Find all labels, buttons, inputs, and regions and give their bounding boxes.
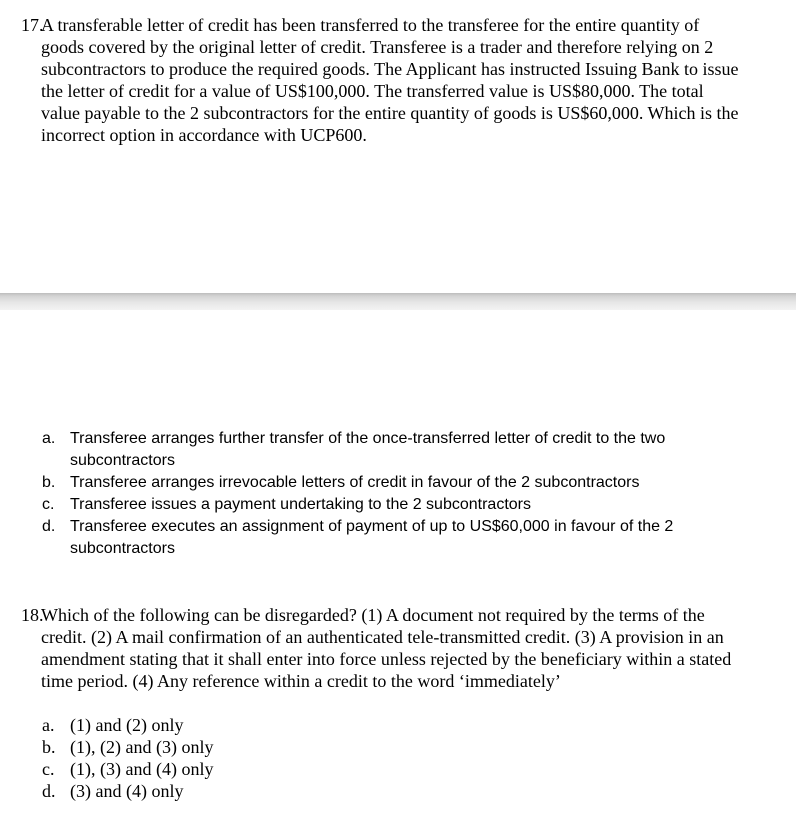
option-letter: b. bbox=[42, 474, 56, 491]
question-17 bbox=[21, 14, 741, 146]
option-text: (1), (3) and (4) only bbox=[70, 759, 214, 779]
option-text: (1) and (2) only bbox=[70, 715, 184, 735]
option-letter: b. bbox=[42, 737, 56, 757]
option-letter: d. bbox=[42, 781, 56, 801]
option-18d[interactable] bbox=[42, 780, 762, 802]
question-18-options bbox=[42, 714, 762, 802]
option-letter: c. bbox=[42, 759, 55, 779]
option-letter: d. bbox=[42, 518, 56, 535]
option-text: (1), (2) and (3) only bbox=[70, 737, 214, 757]
option-letter: a. bbox=[42, 715, 55, 735]
question-17-options bbox=[42, 428, 762, 560]
option-18a[interactable] bbox=[42, 714, 762, 736]
option-18b[interactable] bbox=[42, 736, 762, 758]
option-17a[interactable] bbox=[42, 428, 762, 472]
option-text: Transferee arranges irrevocable letters of credit in favour of the 2 subcontractors bbox=[70, 474, 640, 491]
option-letter: c. bbox=[42, 496, 55, 513]
question-18-number: 18. bbox=[21, 605, 44, 625]
option-17c[interactable] bbox=[42, 494, 762, 516]
option-text: Transferee arranges further transfer of the once-transferred letter of credit to the two subcontractors bbox=[70, 430, 666, 469]
option-letter: a. bbox=[42, 430, 56, 447]
option-text: (3) and (4) only bbox=[70, 781, 184, 801]
option-18c[interactable] bbox=[42, 758, 762, 780]
option-17b[interactable] bbox=[42, 472, 762, 494]
option-17d[interactable] bbox=[42, 516, 762, 560]
question-18-text: Which of the following can be disregarded? (1) A document not required by the terms of the credit. (2) A mail confirmation of an authenticated tele-transmitted credit. (3) A provision in an amendment stating that it shall enter into force unless rejected by the beneficiary within a stated time period. (4) Any reference within a credit to the word ‘immediately’ bbox=[41, 605, 732, 691]
option-text: Transferee executes an assignment of payment of up to US$60,000 in favour of the 2 subcontractors bbox=[70, 518, 674, 557]
question-18 bbox=[21, 604, 741, 692]
question-17-text: A transferable letter of credit has been transferred to the transferee for the entire quantity of goods covered by the original letter of credit. Transferee is a trader and therefore relying on 2 subcontractors to produce the required goods. The Applicant has instructed Issuing Bank to issue the letter of credit for a value of US$100,000. The transferred value is US$80,000. The total value payable to the 2 subcontractors for the entire quantity of goods is US$60,000. Which is the incorrect option in accordance with UCP600. bbox=[41, 15, 739, 145]
question-17-number: 17. bbox=[21, 15, 44, 35]
page-divider bbox=[0, 293, 796, 310]
option-text: Transferee issues a payment undertaking to the 2 subcontractors bbox=[70, 496, 531, 513]
